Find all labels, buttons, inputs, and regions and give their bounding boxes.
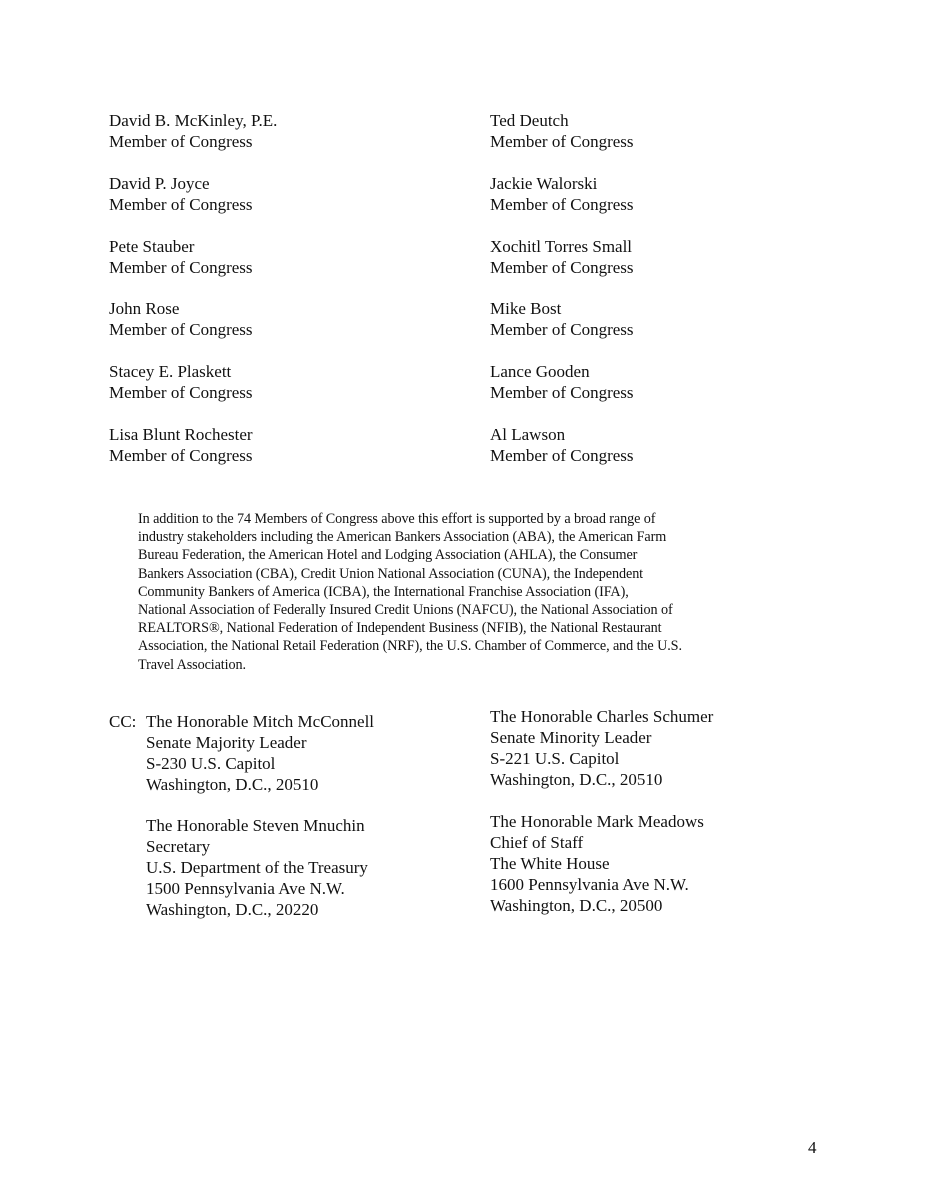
signatory-name: Pete Stauber <box>109 237 195 256</box>
signatory-name: Al Lawson <box>490 425 566 444</box>
cc-line: Secretary <box>146 837 211 856</box>
signatory-block <box>490 236 634 278</box>
cc-recipient <box>490 811 704 916</box>
cc-line: Senate Majority Leader <box>146 733 307 752</box>
paragraph-line: Community Bankers of America (ICBA), the International Franchise Association (IFA), <box>138 583 629 600</box>
cc-line: U.S. Department of the Treasury <box>146 858 368 877</box>
cc-recipient <box>146 711 374 795</box>
signatory-title: Member of Congress <box>490 195 634 214</box>
signatory-title: Member of Congress <box>109 258 253 277</box>
signatory-title: Member of Congress <box>109 383 253 402</box>
paragraph-line: Travel Association. <box>138 656 246 673</box>
cc-line: S-230 U.S. Capitol <box>146 754 276 773</box>
cc-line: 1500 Pennsylvania Ave N.W. <box>146 879 345 898</box>
cc-line: The Honorable Charles Schumer <box>490 707 714 726</box>
cc-recipient <box>490 706 713 790</box>
signatory-title: Member of Congress <box>490 446 634 465</box>
signatory-block <box>490 361 634 403</box>
signatory-name: David P. Joyce <box>109 174 210 193</box>
signatory-title: Member of Congress <box>490 132 634 151</box>
paragraph-line: REALTORS®, National Federation of Independent Business (NFIB), the National Restaurant <box>138 620 662 637</box>
signatory-block <box>490 298 634 340</box>
paragraph-line: National Association of Federally Insured Credit Unions (NAFCU), the National Association of <box>138 602 673 619</box>
signatory-name: Jackie Walorski <box>490 174 598 193</box>
paragraph-line: Association, the National Retail Federation (NRF), the U.S. Chamber of Commerce, and the U.S. <box>138 638 682 655</box>
signatory-block <box>109 236 253 278</box>
signatory-block <box>109 424 253 466</box>
signatory-block <box>490 424 634 466</box>
paragraph-line: In addition to the 74 Members of Congress above this effort is supported by a broad range of <box>138 511 656 527</box>
cc-line: Chief of Staff <box>490 833 584 852</box>
signatory-name: Mike Bost <box>490 299 562 318</box>
signatory-title: Member of Congress <box>109 320 253 339</box>
signatory-block <box>109 110 277 152</box>
cc-line: Washington, D.C., 20220 <box>146 900 319 919</box>
cc-line: Senate Minority Leader <box>490 728 652 747</box>
paragraph-line: Bankers Association (CBA), Credit Union National Association (CUNA), the Independent <box>138 565 644 582</box>
signatory-title: Member of Congress <box>109 446 253 465</box>
signatory-title: Member of Congress <box>490 258 634 277</box>
cc-line: Washington, D.C., 20500 <box>490 896 663 915</box>
signatory-title: Member of Congress <box>490 383 634 402</box>
signatory-block <box>109 298 253 340</box>
signatory-title: Member of Congress <box>109 132 253 151</box>
support-paragraph <box>138 510 768 674</box>
signatory-block <box>490 110 634 152</box>
signatory-block <box>109 361 253 403</box>
cc-line: The Honorable Steven Mnuchin <box>146 816 365 835</box>
signatory-name: David B. McKinley, P.E. <box>109 111 278 130</box>
cc-line: Washington, D.C., 20510 <box>146 775 319 794</box>
cc-line: S-221 U.S. Capitol <box>490 749 620 768</box>
cc-line: The White House <box>490 854 610 873</box>
signatory-block <box>109 173 253 215</box>
signatory-title: Member of Congress <box>490 320 634 339</box>
cc-line: Washington, D.C., 20510 <box>490 770 663 789</box>
signatory-name: Xochitl Torres Small <box>490 237 633 256</box>
signatory-title: Member of Congress <box>109 195 253 214</box>
paragraph-line: industry stakeholders including the American Bankers Association (ABA), the American Farm <box>138 529 667 546</box>
cc-line: 1600 Pennsylvania Ave N.W. <box>490 875 689 894</box>
signatory-name: Ted Deutch <box>490 111 569 130</box>
paragraph-line: Bureau Federation, the American Hotel and Lodging Association (AHLA), the Consumer <box>138 547 638 564</box>
signatory-name: John Rose <box>109 299 180 318</box>
page-number: 4 <box>808 1138 817 1157</box>
cc-line: The Honorable Mitch McConnell <box>146 712 375 731</box>
signatory-block <box>490 173 634 215</box>
cc-line: The Honorable Mark Meadows <box>490 812 704 831</box>
signatory-name: Lisa Blunt Rochester <box>109 425 253 444</box>
cc-recipient <box>146 815 368 920</box>
cc-prefix: CC: <box>109 712 137 731</box>
signatory-name: Lance Gooden <box>490 362 590 381</box>
signatory-name: Stacey E. Plaskett <box>109 362 232 381</box>
